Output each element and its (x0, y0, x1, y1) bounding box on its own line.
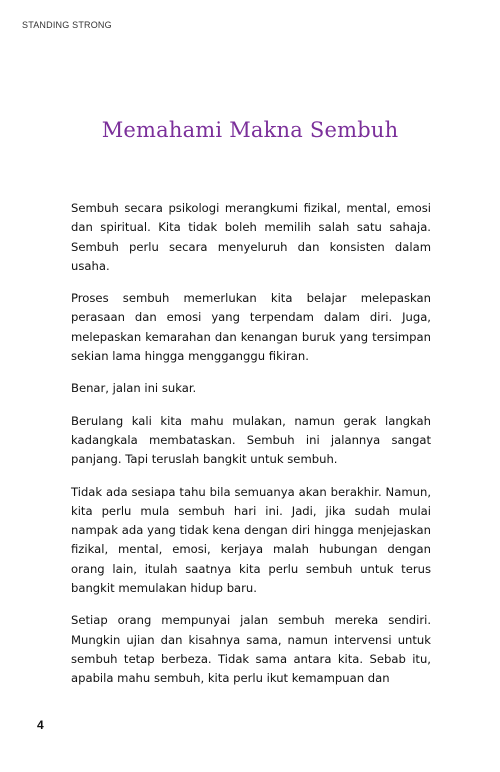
paragraph: Sembuh secara psikologi merangkumi fizikal, mental, emosi dan spiritual. Kita tidak boleh memilih salah satu sahaja. Sembuh perlu secara menyeluruh dan konsisten dalam usaha. (71, 201, 431, 273)
page-number: 4 (37, 718, 44, 732)
chapter-title: Memahami Makna Sembuh (101, 118, 399, 142)
body-text (71, 199, 431, 702)
paragraph: Tidak ada sesiapa tahu bila semuanya akan berakhir. Namun, kita perlu mula sembuh hari ini. Jadi, jika sudah mulai nampak ada yang tidak kena dengan diri hingga menjejaskan fizikal, mental, emosi, kerjaya malah hubungan dengan orang lain, itulah saatnya kita perlu sembuh untuk terus bangkit memulakan hidup baru. (71, 484, 431, 596)
running-header: STANDING STRONG (22, 20, 112, 30)
paragraph: Setiap orang mempunyai jalan sembuh mereka sendiri. Mungkin ujian dan kisahnya sama, namun intervensi untuk sembuh tetap berbeza. Tidak sama antara kita. Sebab itu, apabila mahu sembuh, kita perlu ikut kemampuan dan (71, 613, 431, 686)
paragraph: Berulang kali kita mahu mulakan, namun gerak langkah kadangkala membataskan. Sembuh ini jalannya sangat panjang. Tapi teruslah bangkit untuk sembuh. (71, 413, 431, 467)
paragraph: Proses sembuh memerlukan kita belajar melepaskan perasaan dan emosi yang terpendam dalam diri. Juga, melepaskan kemarahan dan kenangan buruk yang tersimpan sekian lama hingga mengganggu fikiran. (71, 291, 431, 364)
paragraph: Benar, jalan ini sukar. (71, 381, 197, 396)
